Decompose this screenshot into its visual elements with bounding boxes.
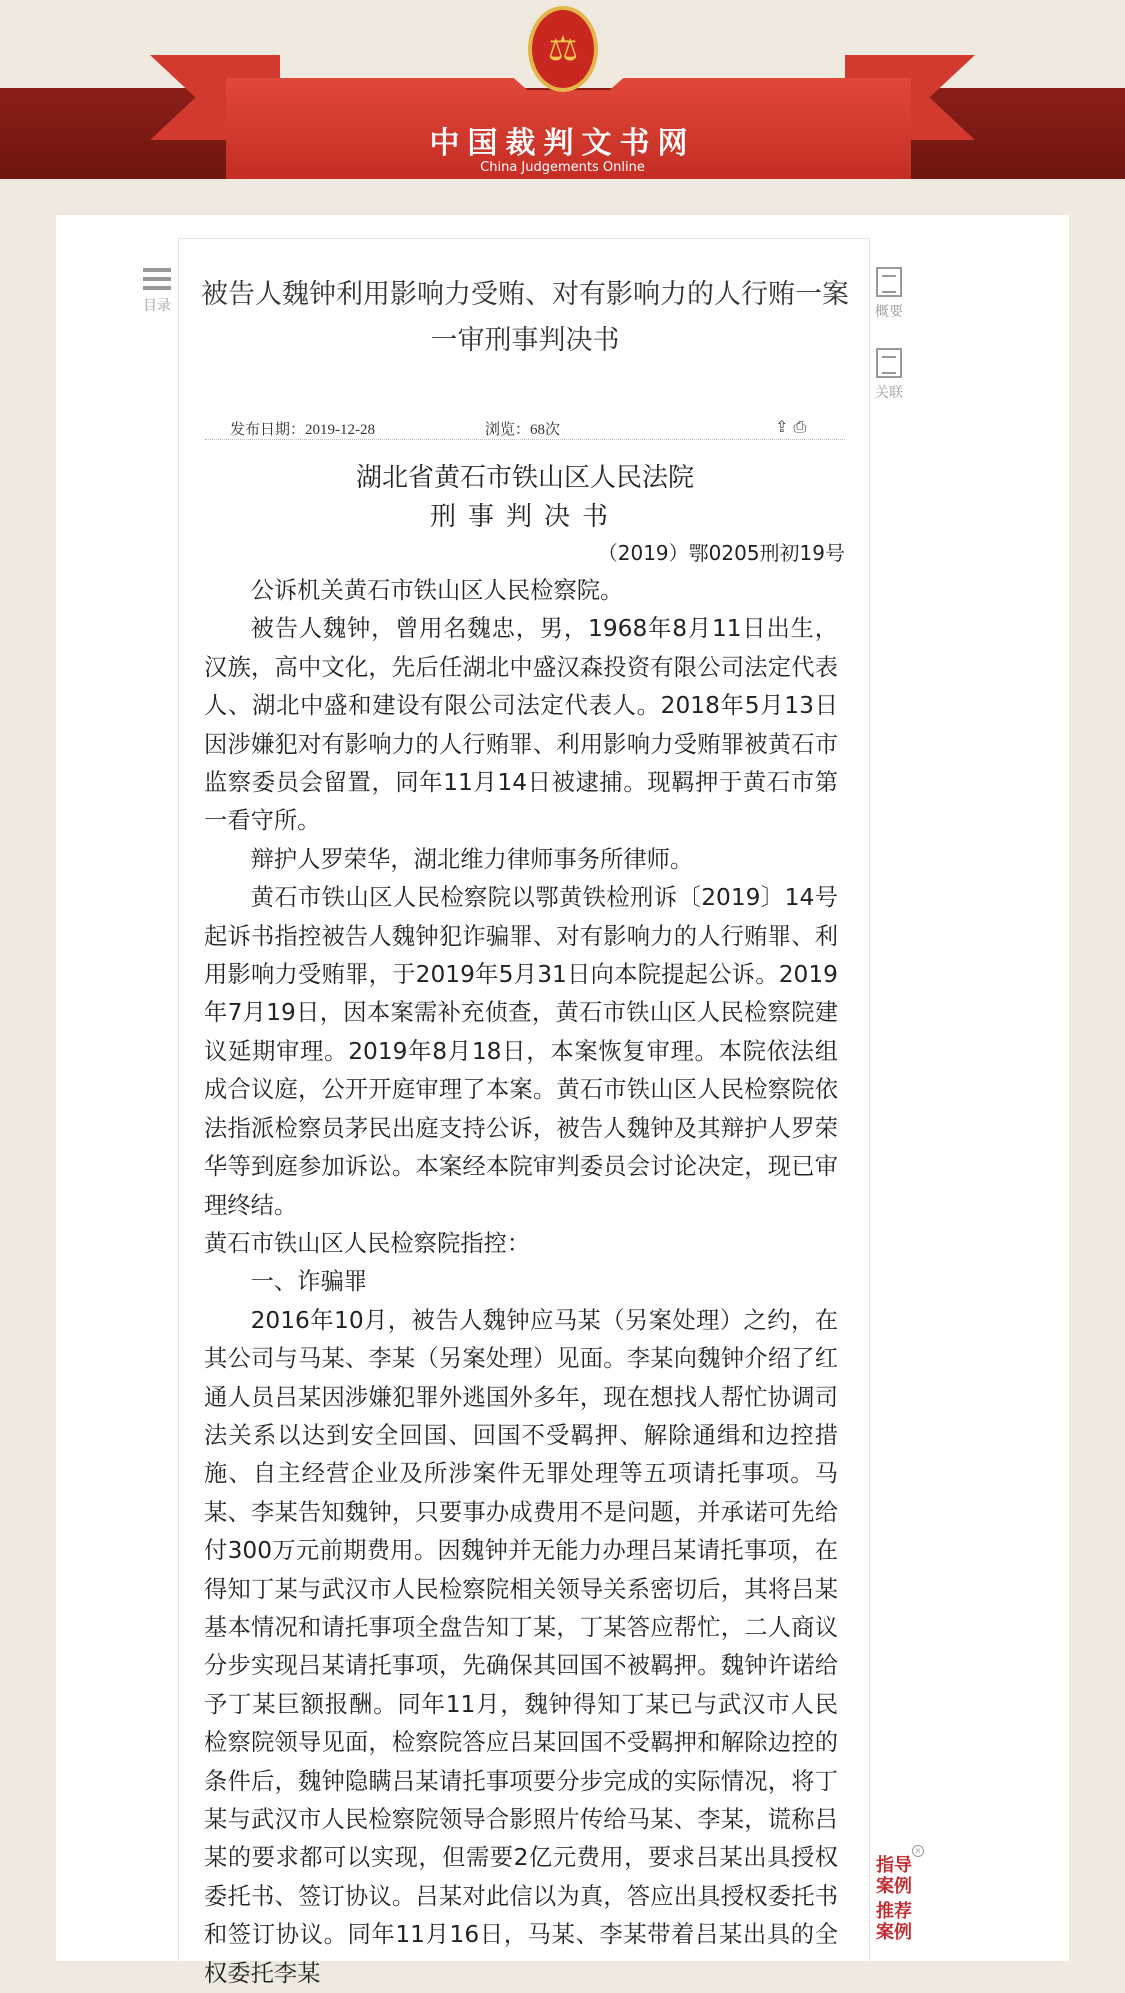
paragraph: 黄石市铁山区人民检察院指控： bbox=[204, 1229, 531, 1257]
view-count: 浏览：68次 bbox=[485, 422, 561, 438]
list-icon bbox=[143, 268, 171, 290]
toc-label: 目录 bbox=[143, 298, 171, 314]
summary-label: 概要 bbox=[875, 304, 903, 320]
court-emblem-icon[interactable]: ⚖ bbox=[528, 6, 598, 92]
related-button[interactable] bbox=[875, 348, 903, 402]
paragraph: 一、诈骗罪 bbox=[250, 1268, 368, 1296]
site-name-en: China Judgements Online bbox=[480, 160, 645, 175]
site-name: 中国裁判文书网 bbox=[429, 126, 696, 161]
court-name: 湖北省黄石市铁山区人民法院 bbox=[355, 463, 694, 493]
document-title: 被告人魏钟利用影响力受贿、对有影响力的人行贿一案一审刑事判决书 bbox=[201, 279, 849, 356]
document-type: 刑事判决书 bbox=[429, 502, 620, 532]
related-label: 关联 bbox=[875, 385, 903, 401]
paragraph: 被告人魏钟，曾用名魏忠，男，1968年8月11日出生，汉族，高中文化，先后任湖北中盛汉森投资有限公司法定代表人、湖北中盛和建设有限公司法定代表人。2018年5月13日因涉嫌犯对有影响力的人行贿罪、利用影响力受贿罪被黄石市监察委员会留置，同年11月14日被逮捕。现羁押于黄石市第一看守所。 bbox=[204, 615, 838, 835]
publish-date: 发布日期：2019-12-28 bbox=[230, 422, 375, 438]
paragraph: 辩护人罗荣华，湖北维力律师事务所律师。 bbox=[250, 845, 694, 873]
document-icon bbox=[876, 348, 902, 378]
paragraph: 2016年10月，被告人魏钟应马某（另案处理）之约，在其公司与马某、李某（另案处理）见面。李某向魏钟介绍了红通人员吕某因涉嫌犯罪外逃国外多年，现在想找人帮忙协调司法关系以达到安全回国、回国不受羁押、解除通缉和边控措施、自主经营企业及所涉案件无罪处理等五项请托事项。马某、李某告知魏钟，只要事办成费用不是问题，并承诺可先给付300万元前期费用。因魏钟并无能力办理吕某请托事项，在得知丁某与武汉市人民检察院相关领导关系密切后，其将吕某基本情况和请托事项全盘告知丁某，丁某答应帮忙，二人商议分步实现吕某请托事项，先确保其回国不被羁押。魏钟许诺给予丁某巨额报酬。同年11月，魏钟得知丁某已与武汉市人民检察院领导见面，检察院答应吕某回国不受羁押和解除边控的条件后，魏钟隐瞒吕某请托事项要分步完成的实际情况，将丁某与武汉市人民检察院领导合影照片传给马某、李某，谎称吕某的要求都可以实现，但需要2亿元费用，要求吕某出具授权委托书、签订协议。吕某对此信以为真，答应出具授权委托书和签订协议。同年11月16日，马某、李某带着吕某出具的全权委托李某 bbox=[204, 1306, 838, 1987]
summary-button[interactable] bbox=[875, 267, 903, 321]
recommended-cases-link[interactable]: 推荐案例 bbox=[876, 1901, 912, 1943]
divider bbox=[205, 439, 845, 440]
toc-button[interactable] bbox=[143, 268, 171, 315]
guide-cases-link[interactable]: 指导案例 bbox=[876, 1855, 912, 1897]
document-icon bbox=[876, 267, 902, 297]
paragraph: 黄石市铁山区人民检察院以鄂黄铁检刑诉〔2019〕14号起诉书指控被告人魏钟犯诈骗罪、对有影响力的人行贿罪、利用影响力受贿罪，于2019年5月31日向本院提起公诉。2019年7月19日，因本案需补充侦查，黄石市铁山区人民检察院建议延期审理。2019年8月18日，本案恢复审理。本院依法组成合议庭，公开开庭审理了本案。黄石市铁山区人民检察院依法指派检察员茅民出庭支持公诉，被告人魏钟及其辩护人罗荣华等到庭参加诉讼。本案经本院审判委员会讨论决定，现已审理终结。 bbox=[204, 884, 838, 1219]
case-number: （2019）鄂0205刑初19号 bbox=[597, 541, 845, 565]
close-icon[interactable]: × bbox=[912, 1845, 924, 1857]
paragraph: 公诉机关黄石市铁山区人民检察院。 bbox=[250, 577, 624, 604]
download-icon[interactable]: ⇪ bbox=[775, 417, 789, 436]
document-body bbox=[204, 572, 838, 1993]
print-icon[interactable]: ⎙ bbox=[793, 417, 807, 436]
case-recommend-panel bbox=[876, 1846, 922, 1943]
